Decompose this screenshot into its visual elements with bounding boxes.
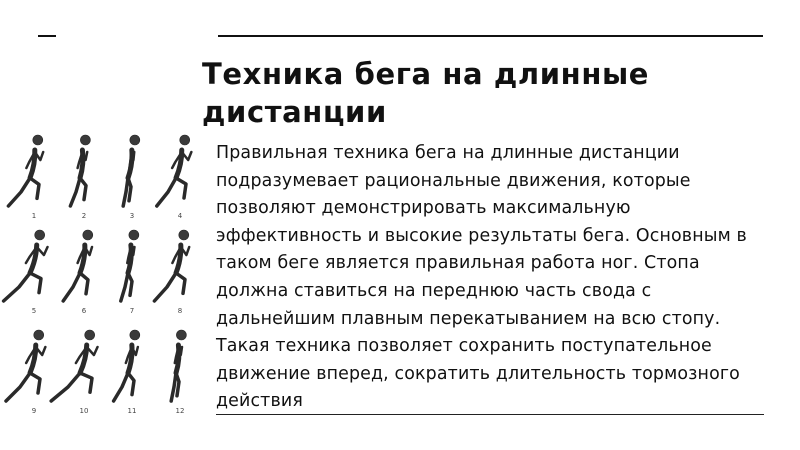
frame-number: 5 <box>31 307 37 315</box>
top-divider <box>218 35 763 37</box>
frame-number: 7 <box>129 307 135 315</box>
runner-figure-9 <box>6 330 45 401</box>
slide-title: Техника бега на длинные дистанции <box>202 57 650 129</box>
running-phases-illustration <box>0 128 200 420</box>
frame-number: 10 <box>79 407 89 415</box>
runner-figure-2 <box>70 135 90 206</box>
runner-figure-12 <box>171 330 186 401</box>
frame-number: 3 <box>129 212 135 220</box>
frame-number: 1 <box>31 212 37 220</box>
frame-number: 12 <box>175 407 185 415</box>
runner-figure-6 <box>63 230 93 301</box>
runner-figure-7 <box>121 230 139 301</box>
frame-number: 11 <box>127 407 137 415</box>
bottom-divider <box>216 414 764 415</box>
frame-number: 2 <box>81 212 87 220</box>
runner-figure-5 <box>4 230 48 301</box>
runner-figure-1 <box>8 135 43 206</box>
runner-figure-11 <box>114 330 140 401</box>
frame-number: 6 <box>81 307 87 315</box>
slide-body-text: Правильная техника бега на длинные дистанции подразумевает рациональные движения, которые позволяют демонстрировать максимальную эффективность и высокие результаты бега. Основным в таком беге является правильная работа ног. Стопа должна ставиться на переднюю часть свода с дальнейшим плавным перекатыванием на всю стопу. Такая техника позволяет сохранить поступательное движение вперед, сократить длительность тормозного действия <box>216 143 747 412</box>
runner-figure-4 <box>157 135 192 206</box>
frame-number: 9 <box>31 407 37 415</box>
dash-mark <box>38 35 56 37</box>
frame-number: 8 <box>177 307 183 315</box>
runner-figure-10 <box>51 330 97 401</box>
frame-number: 4 <box>177 212 183 220</box>
runner-figure-8 <box>154 230 189 301</box>
runner-figure-3 <box>123 135 140 206</box>
